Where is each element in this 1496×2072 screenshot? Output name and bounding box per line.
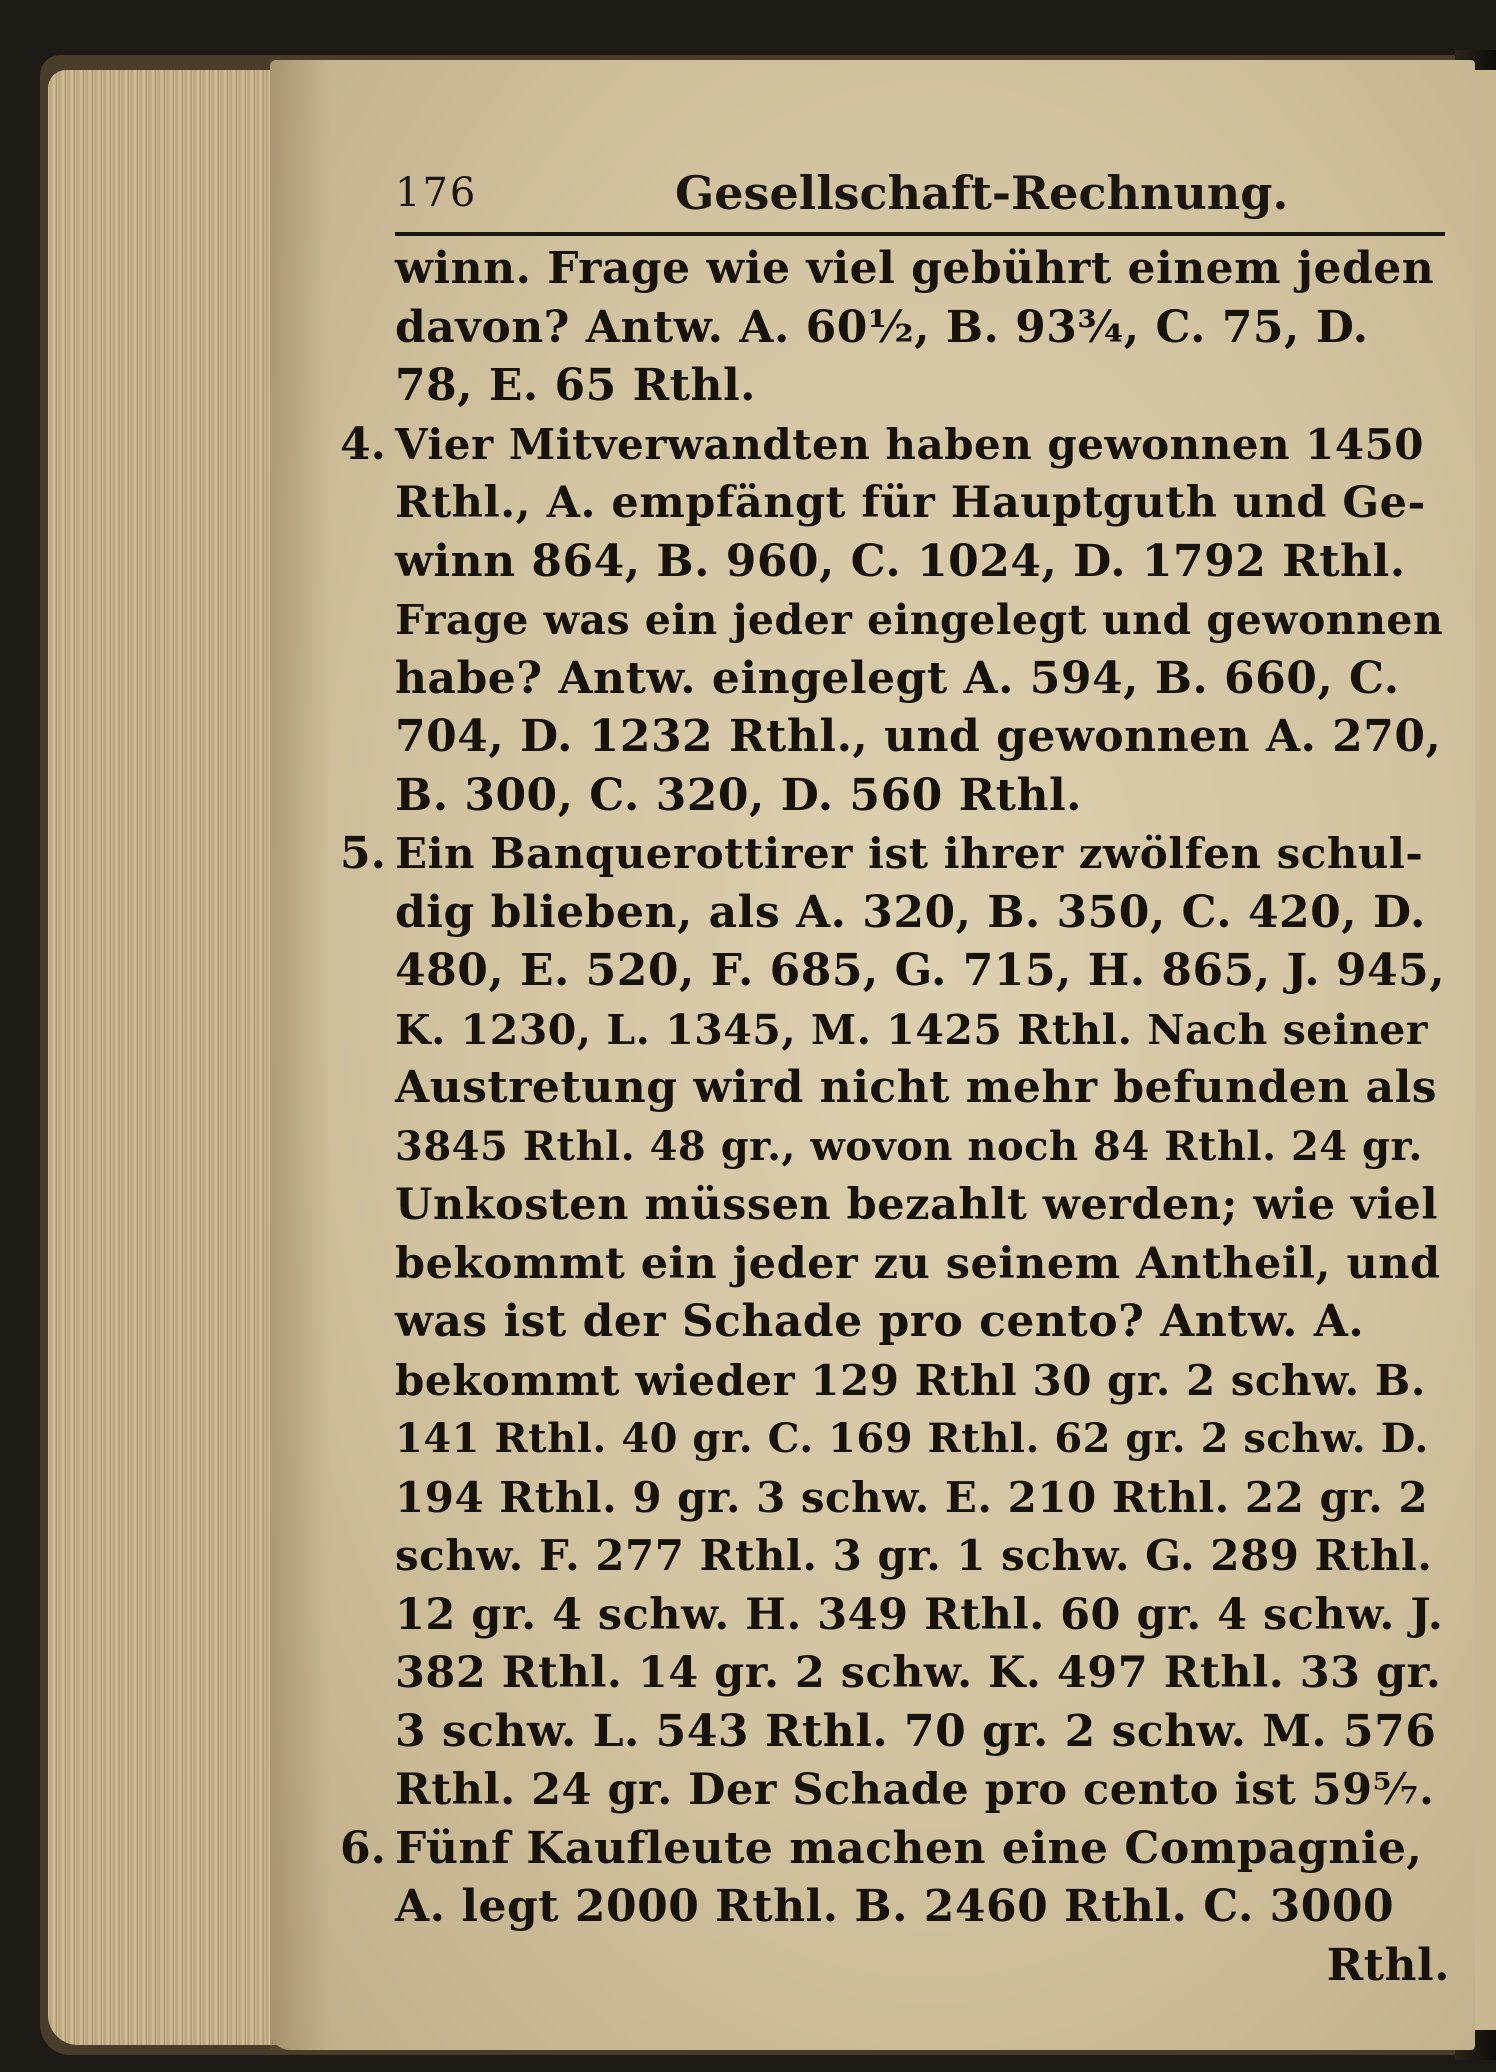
text-line: 5. Ein Banquerottirer ist ihrer zwölfen schul- <box>395 825 1450 884</box>
text-line: Unkosten müssen bezahlt werden; wie viel <box>395 1180 1439 1230</box>
item-number: 5. <box>340 828 386 879</box>
item-number: 4. <box>340 418 386 470</box>
catchword: Rthl. <box>1326 1939 1450 1991</box>
item-number: 6. <box>340 1822 386 1874</box>
text-line: Rthl. 24 gr. Der Schade pro cento ist 59⁵⁄₇. <box>395 1765 1435 1815</box>
text-line: dig blieben, als A. 320, B. 350, C. 420, D. <box>395 886 1426 938</box>
text-line: 4. Vier Mitverwandten haben gewonnen 1450 <box>395 416 1450 475</box>
text-line: was ist der Schade pro cento? Antw. A. <box>395 1296 1365 1347</box>
text-line: 141 Rthl. 40 gr. C. 169 Rthl. 62 gr. 2 schw. D. <box>395 1415 1429 1462</box>
page-edges <box>48 70 298 2045</box>
text-line: bekommt wieder 129 Rthl 30 gr. 2 schw. B. <box>395 1355 1426 1405</box>
text-line: Frage was ein jeder eingelegt und gewonnen <box>395 596 1444 644</box>
text-line: 6. Fünf Kaufleute machen eine Compagnie, <box>395 1820 1450 1879</box>
text-line: 12 gr. 4 schw. H. 349 Rthl. 60 gr. 4 schw. J. <box>395 1589 1444 1640</box>
text-line: winn. Frage wie viel gebührt einem jeden <box>395 243 1435 294</box>
text-line: K. 1230, L. 1345, M. 1425 Rthl. Nach seiner <box>395 1005 1428 1054</box>
text-line: 3845 Rthl. 48 gr., wovon noch 84 Rthl. 24 gr. <box>395 1122 1423 1170</box>
text-line: 480, E. 520, F. 685, G. 715, H. 865, J. 945, <box>395 945 1446 996</box>
text-line: 194 Rthl. 9 gr. 3 schw. E. 210 Rthl. 22 gr. 2 <box>395 1472 1429 1522</box>
text-line: habe? Antw. eingelegt A. 594, B. 660, C. <box>395 652 1400 704</box>
text-line: 3 schw. L. 543 Rthl. 70 gr. 2 schw. M. 576 <box>395 1705 1437 1757</box>
text-line: 704, D. 1232 Rthl., und gewonnen A. 270, <box>395 711 1442 762</box>
page-header <box>395 160 1445 230</box>
text-line: Austretung wird nicht mehr befunden als <box>395 1062 1438 1113</box>
body-text <box>340 240 1450 1995</box>
running-title: Gesellschaft-Rechnung. <box>675 166 1289 220</box>
header-rule <box>395 232 1445 236</box>
text-line: 78, E. 65 Rthl. <box>395 360 757 411</box>
page-shadow <box>270 60 330 2050</box>
text-line: schw. F. 277 Rthl. 3 gr. 1 schw. G. 289 Rthl. <box>395 1531 1433 1580</box>
text-line: bekommt ein jeder zu seinem Antheil, und <box>395 1238 1441 1289</box>
text-line: winn 864, B. 960, C. 1024, D. 1792 Rthl. <box>395 535 1406 587</box>
text-line: B. 300, C. 320, D. 560 Rthl. <box>395 769 1082 821</box>
text-line: Rthl., A. empfängt für Hauptguth und Ge- <box>395 478 1426 528</box>
page-number: 176 <box>395 170 478 216</box>
text-line: A. legt 2000 Rthl. B. 2460 Rthl. C. 3000 <box>395 1881 1395 1932</box>
text-line: 382 Rthl. 14 gr. 2 schw. K. 497 Rthl. 33 gr. <box>395 1648 1442 1698</box>
text-line: davon? Antw. A. 60½, B. 93¾, C. 75, D. <box>395 301 1369 353</box>
